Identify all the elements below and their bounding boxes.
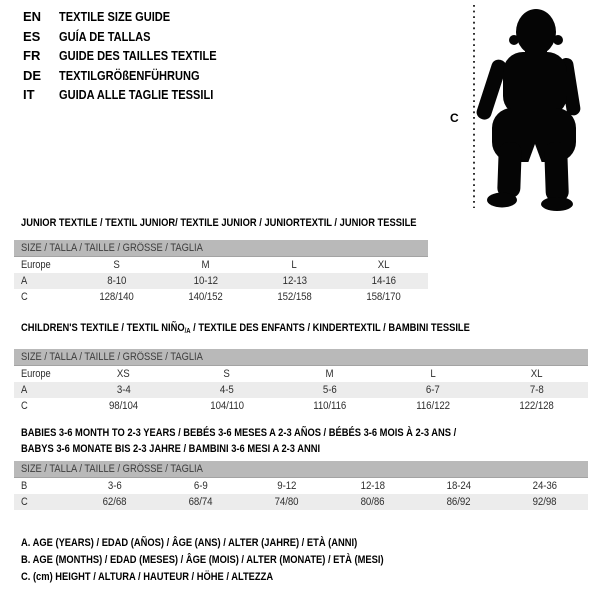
row-cell: M xyxy=(201,259,210,271)
row-cell: 5-6 xyxy=(323,384,337,396)
table-row-europe xyxy=(14,257,428,273)
table-row-c xyxy=(14,398,588,414)
row-cell: 9-12 xyxy=(277,480,297,492)
table-row-a xyxy=(14,382,588,398)
row-cell: S xyxy=(113,259,120,271)
row-label: B xyxy=(21,480,28,492)
row-cell: XL xyxy=(377,259,390,271)
row-cell: 14-16 xyxy=(371,275,396,287)
table-row-europe xyxy=(14,366,588,382)
row-label: A xyxy=(21,384,28,396)
row-cell: M xyxy=(326,368,335,380)
language-code: FR xyxy=(23,48,41,64)
row-cell: 10-12 xyxy=(193,275,218,287)
row-cell: 4-5 xyxy=(219,384,234,396)
size-header-bar: SIZE / TALLA / TAILLE / GRÖSSE / TAGLIA xyxy=(14,349,588,366)
row-label: C xyxy=(21,400,28,412)
row-cell: XS xyxy=(117,368,130,380)
size-figure xyxy=(445,2,600,214)
row-cell: S xyxy=(223,368,230,380)
language-code: DE xyxy=(23,67,42,83)
row-cell: 110/116 xyxy=(313,400,347,412)
row-cell: 80/86 xyxy=(361,496,385,508)
row-cell: 24-36 xyxy=(532,480,558,492)
row-cell: 74/80 xyxy=(275,496,299,508)
legend-line-a: A. AGE (YEARS) / EDAD (AÑOS) / ÂGE (ANS) / ALTER (JAHRE) / ETÀ (ANNI) xyxy=(21,536,358,549)
junior-table xyxy=(14,240,428,305)
row-label: C xyxy=(21,496,28,508)
row-label: C xyxy=(21,291,28,303)
junior-table-title: JUNIOR TEXTILE / TEXTIL JUNIOR/ TEXTILE JUNIOR / JUNIORTEXTIL / JUNIOR TESSILE xyxy=(21,217,417,229)
language-label: GUIDE DES TAILLES TEXTILE xyxy=(59,48,217,64)
table-row-b xyxy=(14,478,588,494)
language-row xyxy=(23,46,244,66)
table-row-c xyxy=(14,289,428,305)
height-label-c: C xyxy=(450,111,459,125)
language-list xyxy=(23,7,244,105)
row-cell: 6-9 xyxy=(194,480,208,492)
baby-silhouette-icon xyxy=(445,2,600,214)
row-cell: 3-6 xyxy=(108,480,122,492)
row-cell: 128/140 xyxy=(99,291,134,303)
row-cell: 158/170 xyxy=(366,291,401,303)
legend-line-b: B. AGE (MONTHS) / EDAD (MESES) / ÂGE (MOIS) / ALTER (MONATE) / ETÀ (MESI) xyxy=(21,553,384,566)
row-cell: 18-24 xyxy=(446,480,472,492)
row-cell: 7-8 xyxy=(529,384,544,396)
children-table-title: CHILDREN'S TEXTILE / TEXTIL $NIÑO_{/A}$ / TEXTILE DES ENFANTS / KINDERTEXTIL / BAMBINI TESSILE xyxy=(21,322,470,335)
measure-legend xyxy=(21,534,448,585)
babies-table-title-line2: BABYS 3-6 MONATE BIS 2-3 JAHRE / BAMBINI 3-6 MESI A 2-3 ANNI xyxy=(21,443,321,455)
row-label: Europe xyxy=(21,368,51,380)
babies-table-title-line1: BABIES 3-6 MONTH TO 2-3 YEARS / BEBÉS 3-6 MESES A 2-3 AÑOS / BÉBÉS 3-6 MOIS À 2-3 ANS / xyxy=(21,427,457,439)
row-cell: 140/152 xyxy=(188,291,223,303)
row-cell: 104/110 xyxy=(209,400,244,412)
row-cell: L xyxy=(291,259,298,271)
row-cell: 86/92 xyxy=(447,496,471,508)
row-cell: 12-18 xyxy=(360,480,386,492)
nino-a-subscript: /A xyxy=(184,328,191,335)
language-row xyxy=(23,7,244,27)
legend-line-c: C. (cm) HEIGHT / ALTURA / HAUTEUR / HÖHE / ALTEZZA xyxy=(21,570,274,583)
language-row xyxy=(23,85,244,105)
row-cell: 116/122 xyxy=(416,400,451,412)
row-cell: 98/104 xyxy=(109,400,139,412)
row-cell: 8-10 xyxy=(106,275,127,287)
table-row-c xyxy=(14,494,588,510)
row-cell: 122/128 xyxy=(519,400,554,412)
size-header-bar: SIZE / TALLA / TAILLE / GRÖSSE / TAGLIA xyxy=(14,240,428,257)
baby-shape xyxy=(475,9,582,162)
row-cell: 152/158 xyxy=(277,291,312,303)
row-cell: XL xyxy=(530,368,543,380)
language-label: TEXTILE SIZE GUIDE xyxy=(59,9,171,25)
language-label: GUIDA ALLE TAGLIE TESSILI xyxy=(59,87,214,103)
row-cell: 92/98 xyxy=(533,496,557,508)
row-cell: 12-13 xyxy=(282,275,307,287)
language-label: TEXTILGRÖßENFÜHRUNG xyxy=(59,67,200,83)
language-code: IT xyxy=(23,87,35,103)
row-cell: 3-4 xyxy=(116,384,131,396)
babies-table xyxy=(14,461,588,510)
row-cell: 62/68 xyxy=(103,496,127,508)
children-table xyxy=(14,349,588,414)
row-cell: 6-7 xyxy=(426,384,441,396)
row-cell: L xyxy=(430,368,436,380)
language-label: GUÍA DE TALLAS xyxy=(59,28,151,44)
row-label: A xyxy=(21,275,28,287)
row-label: Europe xyxy=(21,259,51,271)
language-code: EN xyxy=(23,9,42,25)
language-row xyxy=(23,66,244,86)
language-code: ES xyxy=(23,28,41,44)
table-row-a xyxy=(14,273,428,289)
row-cell: 68/74 xyxy=(189,496,213,508)
size-header-bar: SIZE / TALLA / TAILLE / GRÖSSE / TAGLIA xyxy=(14,461,588,478)
language-row xyxy=(23,27,244,47)
